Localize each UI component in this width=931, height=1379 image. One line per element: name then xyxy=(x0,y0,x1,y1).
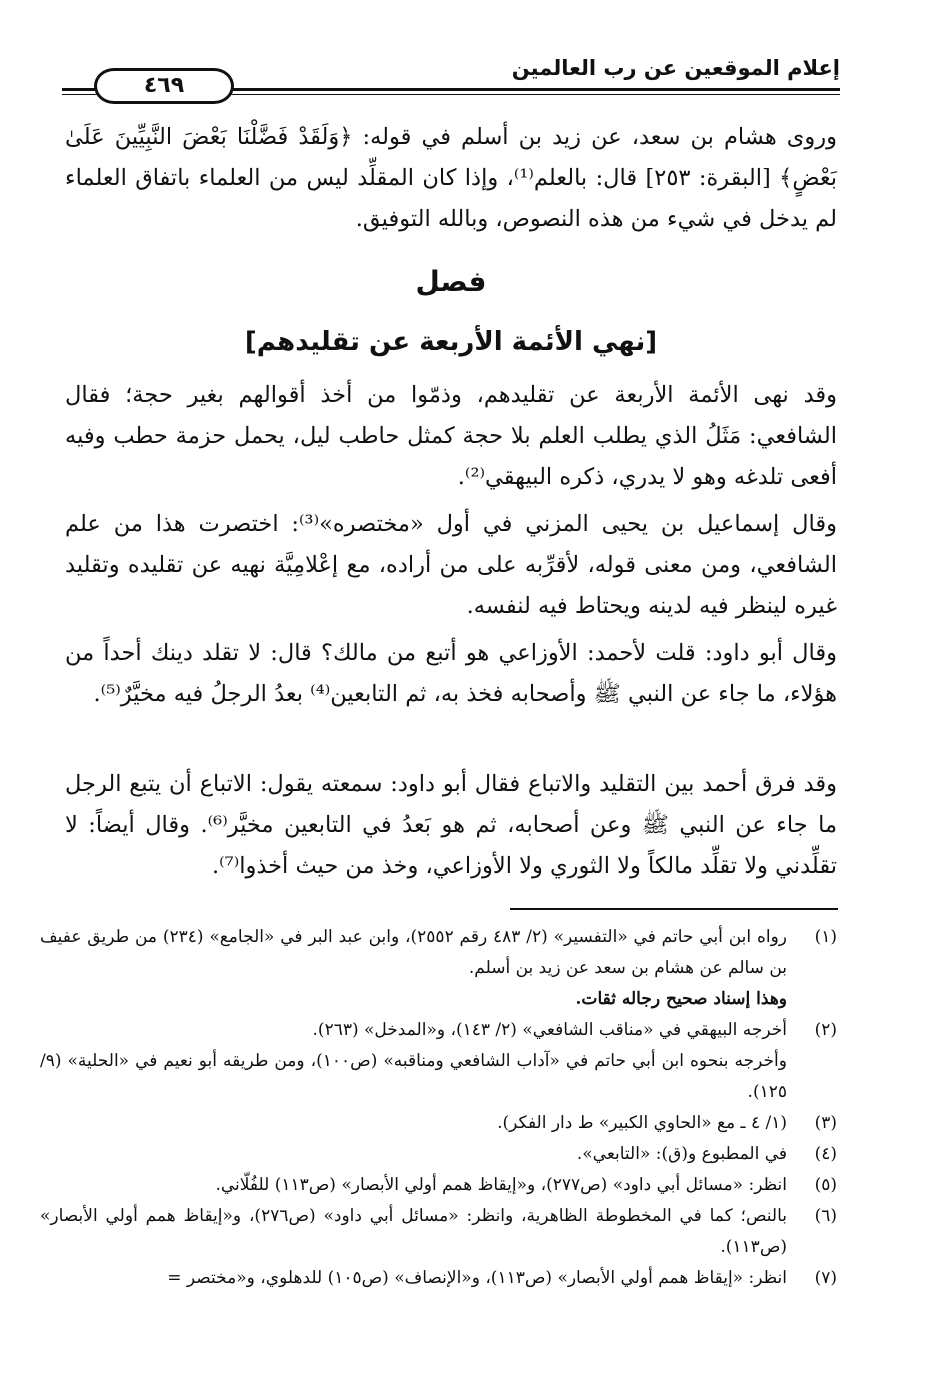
footnote-number: (٦) xyxy=(814,1206,837,1226)
page-number: ٤٦٩ xyxy=(94,68,234,104)
footnote-line: وأخرجه بنحوه ابن أبي حاتم في «آداب الشافعي ومناقبه» (ص١٠٠)، ومن طريقه أبو نعيم في «الحلية» (٩/ ١٢٥). xyxy=(40,1051,787,1102)
footnote-line: رواه ابن أبي حاتم في «التفسير» (٢/ ٤٨٣ رقم ٢٥٥٢)، وابن عبد البر في «الجامع» (٢٣٤) من طريق عفيف بن سالم عن هشام بن سعد عن زيد بن أسلم. xyxy=(40,927,787,978)
footnote-1 xyxy=(40,922,837,1015)
paragraph-1: وقد نهى الأئمة الأربعة عن تقليدهم، وذمّوا من أخذ أقوالهم بغير حجة؛ فقال الشافعي: مَثَلُ الذي يطلب العلم بلا حجة كمثل حاطب ليل، يحمل حزمة حطب وفيه أفعى تلدغه وهو لا يدري، ذكره البيهقي⁽²⁾. xyxy=(65,382,837,490)
footnote-number: (٥) xyxy=(814,1175,837,1195)
footnote-number: (٢) xyxy=(814,1020,837,1040)
footnote-2 xyxy=(40,1015,837,1108)
footnote-line: أخرجه البيهقي في «مناقب الشافعي» (٢/ ١٤٣)، و«المدخل» (٢٦٣). xyxy=(312,1020,787,1040)
section-subtitle: [نهي الأئمة الأربعة عن تقليدهم] xyxy=(244,327,658,357)
footnote-separator xyxy=(510,908,838,910)
page-header xyxy=(62,48,840,100)
footnote-3 xyxy=(40,1108,837,1139)
footnote-line: انظر: «إيقاظ همم أولي الأبصار» (ص١١٣)، و«الإنصاف» (ص١٠٥) للدهلوي، و«مختصر = xyxy=(167,1268,787,1288)
footnote-number: (١) xyxy=(814,927,837,947)
paragraph-3: وقال أبو داود: قلت لأحمد: الأوزاعي هو أتبع من مالك؟ قال: لا تقلد دينك أحداً من هؤلاء، ما جاء عن النبي ﷺ وأصحابه فخذ به، ثم التابعين⁽⁴⁾ بعدُ الرجلُ فيه مخيَّرٌ⁽⁵⁾. xyxy=(65,640,837,707)
paragraph-2: وقال إسماعيل بن يحيى المزني في أول «مختصره»⁽³⁾: اختصرت هذا من علم الشافعي، ومن معنى قوله، لأقرِّبه على من أراده، مع إعْلامِيَّة نهيه عن تقليده وتقليد غيره لينظر فيه لدينه ويحتاط فيه لنفسه. xyxy=(65,511,837,619)
paragraph-intro: وروى هشام بن سعد، عن زيد بن أسلم في قوله: ﴿وَلَقَدْ فَضَّلْنَا بَعْضَ النَّبِيِّينَ عَلَىٰ بَعْضٍ﴾ [البقرة: ٢٥٣] قال: بالعلم⁽¹⁾، وإذا كان المقلِّد ليس من العلماء باتفاق العلماء لم يدخل في شيء من هذه النصوص، وبالله التوفيق. xyxy=(65,124,837,232)
paragraph-4: وقد فرق أحمد بين التقليد والاتباع فقال أبو داود: سمعته يقول: الاتباع أن يتبع الرجل ما جاء عن النبي ﷺ وعن أصحابه، ثم هو بَعدُ في التابعين مخيَّر⁽⁶⁾. وقال أيضاً: لا تقلِّدني ولا تقلِّد مالكاً ولا الثوري ولا الأوزاعي، وخذ من حيث أخذوا⁽⁷⁾. xyxy=(65,771,837,879)
footnote-number: (٤) xyxy=(814,1144,837,1164)
footnote-6 xyxy=(40,1201,837,1263)
footnote-5 xyxy=(40,1170,837,1201)
footnote-7 xyxy=(40,1263,837,1294)
footnote-4 xyxy=(40,1139,837,1170)
footnote-line: (١/ ٤ ـ مع «الحاوي الكبير» ط دار الفكر). xyxy=(497,1113,787,1133)
footnote-line: في المطبوع و(ق): «التابعي». xyxy=(576,1144,787,1164)
footnote-line: انظر: «مسائل أبي داود» (ص٢٧٧)، و«إيقاظ همم أولي الأبصار» (ص١١٣) للفُلّاني. xyxy=(215,1175,787,1195)
running-title: إعلام الموقعين عن رب العالمين xyxy=(511,56,840,80)
section-title: فصل xyxy=(415,265,487,298)
footnotes xyxy=(40,922,837,1294)
footnote-note: وهذا إسناد صحيح رجاله ثقات. xyxy=(575,989,787,1009)
footnote-number: (٧) xyxy=(814,1268,837,1288)
footnote-number: (٣) xyxy=(814,1113,837,1133)
footnote-line: بالنص؛ كما في المخطوطة الظاهرية، وانظر: «مسائل أبي داود» (ص٢٧٦)، و«إيقاظ همم أولي الأبصار» (ص١١٣). xyxy=(40,1206,787,1257)
